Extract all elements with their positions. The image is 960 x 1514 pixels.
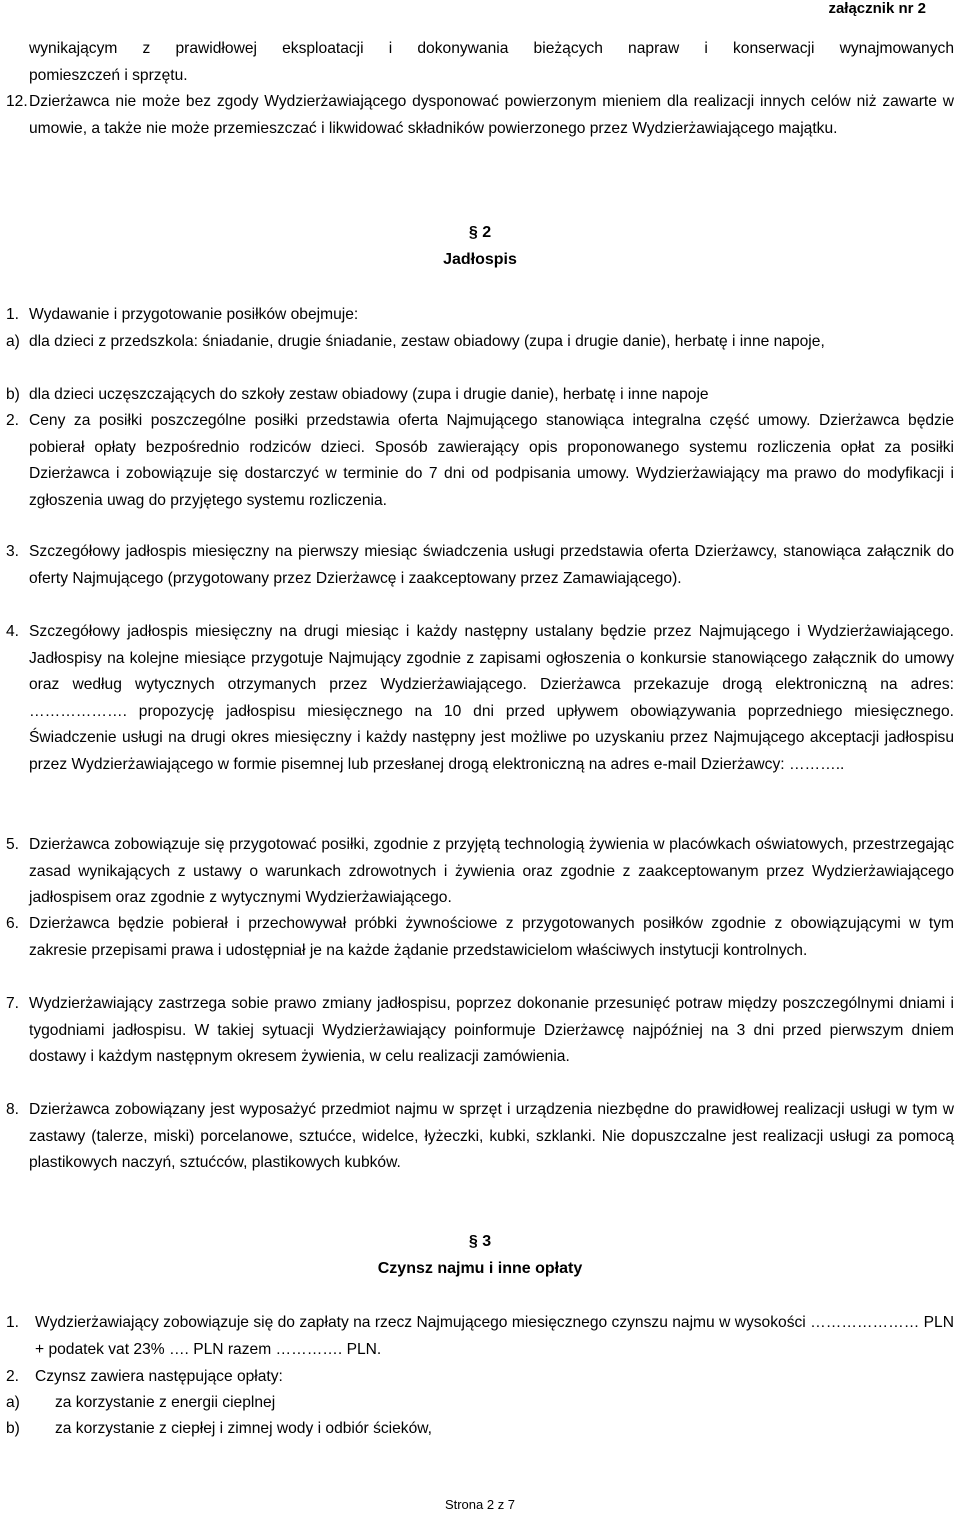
item-text: Szczegółowy jadłospis miesięczny na pierwszy miesiąc świadczenia usługi przedstawia oferta Dzierżawcy, stanowiąca załącznik do oferty Najmującego (przygotowany przez Dzierżawcę i zaakceptowany przez Zamawiającego). <box>29 543 954 587</box>
item-text: Wydzierżawiający zastrzega sobie prawo zmiany jadłospisu, poprzez dokonanie przesunięć potraw między poszczególnymi dniami i tygodniami jadłospisu. W takiej sytuacji Wydzierżawiający poinformuje Dzierżawcę najpóźniej na 3 dni przed pierwszym dniem dostawy i każdym następnym okresem żywienia, w celu realizacji zamówienia. <box>29 995 954 1065</box>
item-text: Dzierżawca zobowiązuje się przygotować posiłki, zgodnie z przyjętą technologią żywienia w placówkach oświatowych, przestrzegając zasad wynikających z ustawy o warunkach zdrowotnych i żywienia oraz zgodnie z zaakceptowanym przez Wydzierżawiającego jadłospisem oraz zgodnie z wytycznymi Wydzierżawiającego. <box>29 836 954 906</box>
item-number: 6. <box>6 915 20 932</box>
continuation-paragraph <box>29 35 954 89</box>
subitem-letter: a) <box>6 1394 20 1411</box>
section-3-sign: § 3 <box>468 1233 492 1250</box>
item-number: 2. <box>6 412 20 429</box>
item-number: 8. <box>6 1101 20 1118</box>
section-3-subitem-a <box>6 1390 954 1417</box>
item-text: Dzierżawca nie może bez zgody Wydzierżawiającego dysponować powierzonym mieniem dla realizacji innych celów niż zawarte w umowie, a także nie może przemieszczać i likwidować składników powierzonego przez Wydzierżawiającego majątku. <box>29 93 954 137</box>
subitem-letter: b) <box>6 1420 20 1437</box>
section-2-item-1 <box>6 302 954 329</box>
section-2-item-6 <box>6 911 954 964</box>
continuation-line: wynikającym z prawidłowej eksploatacji i dokonywania bieżących napraw i konserwacji wynajmowanych <box>29 40 954 57</box>
attachment-label: załącznik nr 2 <box>828 0 926 17</box>
item-text: Szczegółowy jadłospis miesięczny na drugi miesiąc i każdy następny ustalany będzie przez Najmującego i Wydzierżawiającego. Jadłospisy na kolejne miesiące przygotuje Najmujący zgodnie z zapisami ogłoszenia o konkursie stanowiącego załącznik do umowy oraz według wytycznych otrzymanych przez Wydzierżawiającego. Dzierżawca przekazuje drogą elektroniczną na adres: ………………. propozycję jadłospisu miesięcznego na 10 dni przed upływem obowiązywania poprzedniego miesięcznego. Świadczenie usługi na drugi okres miesięczny i każdy następny jest możliwe po uzyskaniu przez Najmującego akceptacji jadłospisu przez Wydzierżawiającego w formie pisemnej lub przesłanej drogą elektroniczną na adres e-mail Dzierżawcy: ……….. <box>29 623 954 773</box>
item-text: Czynsz zawiera następujące opłaty: <box>35 1368 283 1385</box>
section-2-item-8 <box>6 1097 954 1177</box>
section-3-item-1 <box>6 1310 954 1363</box>
item-number: 3. <box>6 543 20 560</box>
list-item-12 <box>6 89 954 142</box>
section-3-subitem-b <box>6 1416 954 1443</box>
item-number: 1. <box>6 1314 20 1331</box>
item-text: Dzierżawca zobowiązany jest wyposażyć przedmiot najmu w sprzęt i urządzenia niezbędne do prawidłowej realizacji usługi w tym w zastawy (talerze, miski) porcelanowe, sztućce, widelce, łyżeczki, kubki, szklanki. Nie dopuszczalne jest realizacji usługi za pomocą plastikowych naczyń, sztućców, plastikowych kubków. <box>29 1101 954 1171</box>
section-2-subitem-a <box>6 329 954 356</box>
item-number: 4. <box>6 623 20 640</box>
continuation-line: pomieszczeń i sprzętu. <box>29 67 188 84</box>
section-2-sign: § 2 <box>468 224 492 241</box>
section-2-item-4 <box>6 619 954 778</box>
section-2-item-3 <box>6 539 954 592</box>
subitem-text: za korzystanie z ciepłej i zimnej wody i odbiór ścieków, <box>55 1420 433 1437</box>
section-2-title: Jadłospis <box>443 251 517 268</box>
subitem-text: za korzystanie z energii cieplnej <box>55 1394 276 1411</box>
item-number: 7. <box>6 995 20 1012</box>
section-2-subitem-b <box>6 382 954 409</box>
item-text: Wydawanie i przygotowanie posiłków obejmuje: <box>29 306 359 323</box>
section-3-item-2 <box>6 1364 954 1391</box>
item-number: 2. <box>6 1368 20 1385</box>
item-text: Dzierżawca będzie pobierał i przechowywał próbki żywnościowe z przygotowanych posiłków zgodnie z obowiązującymi w tym zakresie przepisami prawa i udostępniał je na każde żądanie przedstawicielom właściwych instytucji kontrolnych. <box>29 915 954 959</box>
item-number: 5. <box>6 836 20 853</box>
page-number: Strona 2 z 7 <box>444 1497 516 1512</box>
item-number: 1. <box>6 306 20 323</box>
item-text: Wydzierżawiający zobowiązuje się do zapłaty na rzecz Najmującego miesięcznego czynszu najmu w wysokości ………………… PLN + podatek vat 23% …. PLN razem …………. PLN. <box>35 1314 954 1358</box>
subitem-text: dla dzieci z przedszkola: śniadanie, drugie śniadanie, zestaw obiadowy (zupa i drugie danie), herbatę i inne napoje, <box>29 333 825 350</box>
item-number: 12. <box>6 93 28 110</box>
section-2-item-5 <box>6 832 954 912</box>
subitem-letter: a) <box>6 333 20 350</box>
item-text: Ceny za posiłki poszczególne posiłki przedstawia oferta Najmującego stanowiąca integralna część umowy. Dzierżawca będzie pobierał opłaty bezpośrednio rodziców dzieci. Sposób zawierający opis proponowanego systemu rozliczenia opłat za posiłki Dzierżawca i zobowiązuje się dostarczyć w terminie do 7 dni od podpisania umowy. Wydzierżawiający ma prawo do modyfikacji i zgłoszenia uwag do przyjętego systemu rozliczenia. <box>29 412 954 509</box>
subitem-text: dla dzieci uczęszczających do szkoły zestaw obiadowy (zupa i drugie danie), herbatę i inne napoje <box>29 386 709 403</box>
subitem-letter: b) <box>6 386 20 403</box>
section-2-item-2 <box>6 408 954 514</box>
section-3-title: Czynsz najmu i inne opłaty <box>377 1260 583 1277</box>
section-2-item-7 <box>6 991 954 1071</box>
